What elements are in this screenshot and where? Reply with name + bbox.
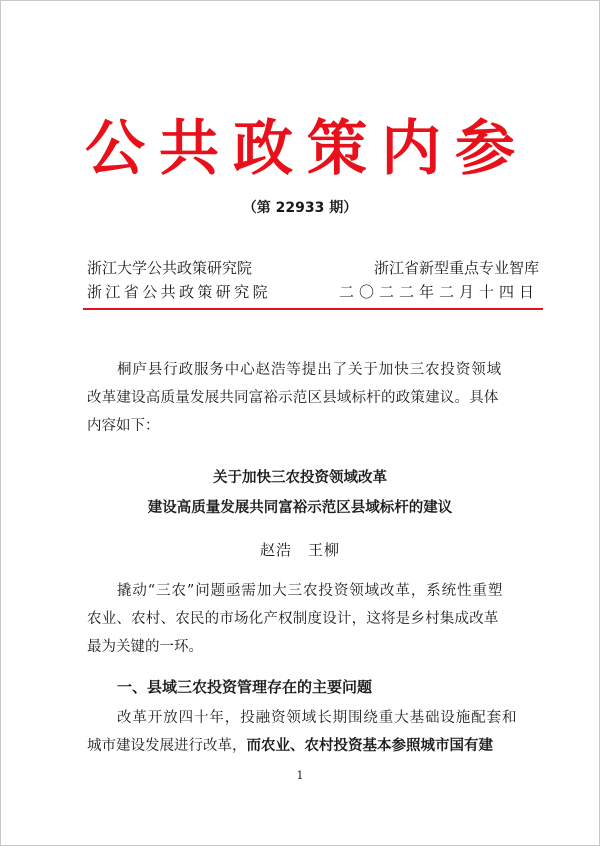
paragraph-line: 最为关键的一环。 [87, 639, 203, 655]
page-number: 1 [296, 769, 304, 782]
masthead-title: 公共政策内参 [85, 114, 529, 184]
intro-line: 内容如下： [87, 418, 160, 434]
header-row-2 [87, 281, 539, 303]
header-row-1 [87, 257, 539, 279]
article-authors: 赵浩 王柳 [259, 541, 340, 559]
paragraph-line: 改革开放四十年，投融资领域长期围绕重大基础设施配套和 [117, 710, 518, 726]
intro-line: 改革建设高质量发展共同富裕示范区县域标杆的政策建议。具体 [87, 390, 499, 406]
publish-date: 二〇二二年二月十四日 [338, 283, 539, 301]
paragraph-line: 农业、农村、农民的市场化产权制度设计，这将是乡村集成改革 [87, 611, 499, 627]
article-title-line-1: 关于加快三农投资领域改革 [213, 470, 387, 486]
paragraph-line-emphasis: 而农业、农村投资基本参照城市国有建 [246, 737, 493, 754]
article-paragraph-2 [87, 704, 543, 760]
publisher-name: 浙江大学公共政策研究院 [87, 259, 253, 277]
article-paragraph-1 [87, 577, 543, 661]
intro-paragraph [87, 356, 543, 440]
think-tank-label: 浙江省新型重点专业智库 [373, 259, 539, 277]
paragraph-line: 城市建设发展进行改革， [87, 738, 247, 754]
co-publisher-name: 浙江省公共政策研究院 [87, 283, 272, 301]
article-title-line-2: 建设高质量发展共同富裕示范区县域标杆的建议 [147, 500, 453, 516]
issue-number: （第 22933 期） [242, 200, 358, 216]
section-heading: 一、县域三农投资管理存在的主要问题 [117, 678, 373, 696]
intro-line: 桐庐县行政服务中心赵浩等提出了关于加快三农投资领域 [117, 362, 502, 378]
paragraph-line: 撬动“三农”问题亟需加大三农投资领域改革，系统性重塑 [117, 583, 504, 599]
header-divider [83, 308, 543, 310]
